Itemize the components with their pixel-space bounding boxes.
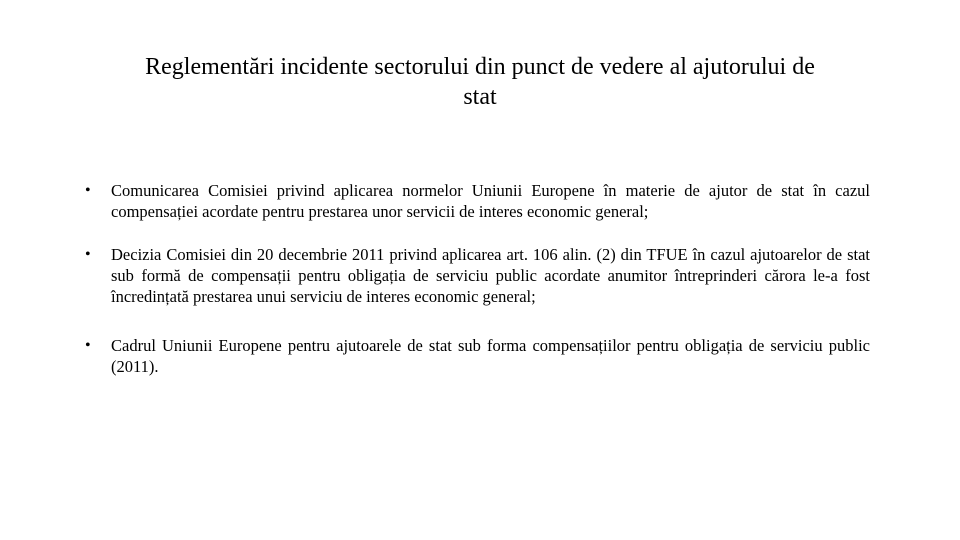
bullet-text-2: Decizia Comisiei din 20 decembrie 2011 privind aplicarea art. 106 alin. (2) din TFUE în cazul ajutoarelor de stat sub formă de compensații pentru obligația de serviciu public acordate anumitor întreprinderi cărora le-a fost încredințată prestarea unui serviciu de interes economic general;	[111, 245, 870, 306]
bullet-item-3	[85, 335, 870, 377]
bullet-item-2	[85, 244, 870, 307]
slide-title: Reglementări incidente sectorului din punct de vedere al ajutorului de stat	[145, 54, 815, 110]
bullet-item-1	[85, 180, 870, 222]
bullet-icon: •	[85, 246, 91, 263]
bullet-text-1: Comunicarea Comisiei privind aplicarea normelor Uniunii Europene în materie de ajutor de stat în cazul compensației acordate pentru prestarea unor servicii de interes economic general;	[111, 181, 870, 221]
bullet-list	[85, 180, 870, 377]
bullet-text-3: Cadrul Uniunii Europene pentru ajutoarele de stat sub forma compensațiilor pentru obligația de serviciu public (2011).	[111, 336, 870, 376]
bullet-icon: •	[85, 337, 91, 354]
bullet-icon: •	[85, 182, 91, 199]
